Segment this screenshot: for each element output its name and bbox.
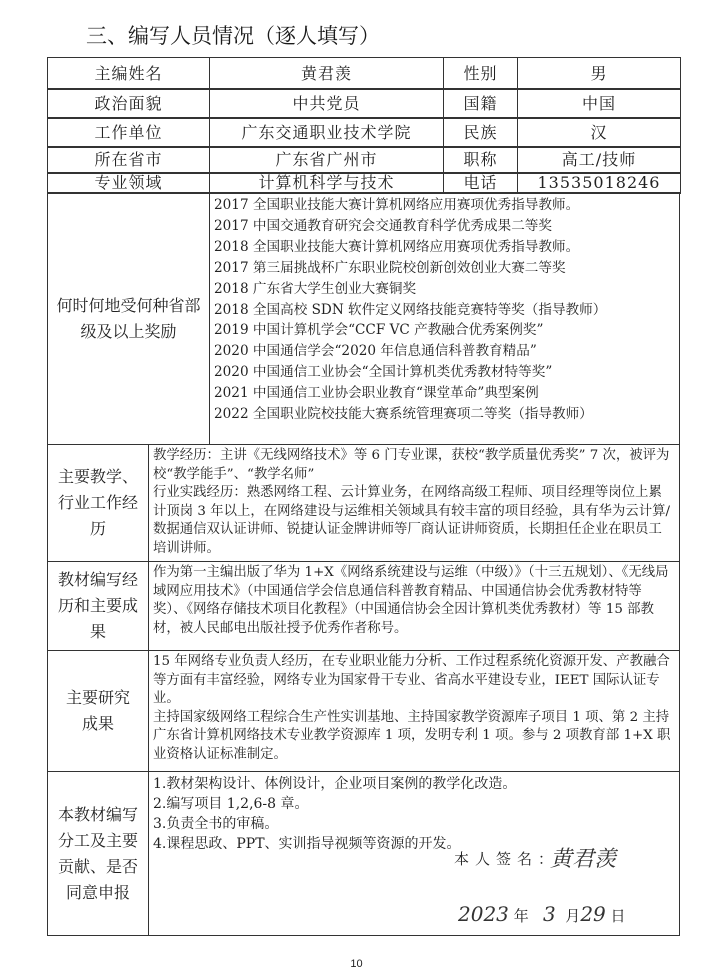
field-label: 工作单位 (47, 117, 210, 148)
field-label: 主编姓名 (47, 57, 210, 90)
award-item: 2020 中国通信工业协会“全国计算机类优秀教材特等奖” (214, 364, 553, 381)
sign-date (458, 902, 626, 926)
experience-paragraph: 教学经历：主讲《无线网络技术》等 6 门专业课，获校“教学质量优秀奖” 7 次，被评为校“教学能手”、“教学名师” (153, 448, 670, 482)
award-item: 2017 第三届挑战杯广东职业院校创新创效创业大赛二等奖 (214, 259, 566, 276)
experience-paragraph: 行业实践经历：熟悉网络工程、云计算业务，在网络高级工程师、项目经理等岗位上累计顶岗 3 年以上，在网络建设与运维相关领域具有较丰富的项目经验，具有华为云计算/数据通信双认证讲师、锐捷认证金牌讲师等厂商认证讲师资质，长期担任企业在职员工培训讲师。 (153, 485, 670, 556)
date-day: 29 (580, 902, 606, 926)
award-item: 2018 全国高校 SDN 软件定义网络技能竞赛特等奖（指导教师） (214, 301, 607, 318)
date-year: 2023 (458, 902, 509, 926)
division-item: 2.编写项目 1,2,6-8 章。 (153, 796, 309, 812)
handwritten-signature: 黄君羡 (550, 847, 617, 872)
award-item: 2017 中国交通教育研究会交通教育科学优秀成果二等奖 (214, 217, 552, 234)
date-day-unit: 日 (610, 907, 626, 925)
field-label: 所在省市 (47, 146, 210, 174)
field-value: 计算机科学与技术 (209, 172, 444, 194)
signature-label: 本人签名： (454, 850, 560, 868)
field-label: 国籍 (443, 88, 518, 119)
textbooks-text (148, 561, 680, 651)
date-month-unit: 月 (565, 907, 581, 925)
division-item: 1.教材架构设计、体例设计，企业项目案例的教学化改造。 (153, 776, 517, 792)
division-label: 本教材编写分工及主要贡献、是否同意申报 (47, 771, 149, 936)
award-item: 2021 中国通信工业协会职业教育“课堂革命”典型案例 (214, 385, 539, 402)
field-value: 黄君羡 (209, 57, 444, 90)
field-value: 汉 (517, 117, 681, 148)
research-label: 主要研究成果 (47, 650, 149, 772)
date-month: 3 (543, 902, 556, 926)
field-value: 13535018246 (517, 172, 681, 194)
textbooks-paragraph: 作为第一主编出版了华为 1+X《网络系统建设与运维（中级）》（十三五规划）、《无线局域网应用技术》（中国通信学会信息通信科普教育精品、中国通信协会优秀教材特等奖）、《网络存储技术项目化教程》（中国通信协会全因计算机类优秀教材）等 15 部教材，被人民邮电出版社授予优秀作者称号。 (153, 565, 669, 636)
award-item: 2019 中国计算机学会“CCF VC 产教融合优秀案例奖” (214, 322, 544, 339)
research-text (148, 650, 680, 772)
awards-label: 何时何地受何种省部级及以上奖励 (47, 192, 210, 445)
field-value: 广东省广州市 (209, 146, 444, 174)
award-item: 2018 广东省大学生创业大赛铜奖 (214, 280, 417, 297)
field-label: 政治面貌 (47, 88, 210, 119)
division-item: 3.负责全书的审稿。 (153, 816, 279, 832)
field-label: 职称 (443, 146, 518, 174)
experience-text (148, 444, 680, 562)
field-value: 广东交通职业技术学院 (209, 117, 444, 148)
experience-label: 主要教学、行业工作经历 (47, 444, 149, 562)
division-item: 4.课程思政、PPT、实训指导视频等资源的开发。 (153, 836, 461, 852)
field-value: 中共党员 (209, 88, 444, 119)
section-title: 三、编写人员情况（逐人填写） (86, 24, 380, 48)
research-paragraph: 主持国家级网络工程综合生产性实训基地、主持国家教学资源库子项目 1 项、第 2 主持广东省计算机网络技术专业教学资源库 1 项，发明专利 1 项。参与 2 项教育部 1+X 职业资格认证标准制定。 (153, 709, 671, 762)
textbooks-label: 教材编写经历和主要成果 (47, 561, 149, 651)
field-value: 高工/技师 (517, 146, 681, 174)
field-value: 男 (517, 57, 681, 90)
field-label: 民族 (443, 117, 518, 148)
awards-list (209, 192, 680, 445)
award-item: 2022 全国职业院校技能大赛系统管理赛项二等奖（指导教师） (214, 406, 593, 423)
page-number: 10 (350, 958, 363, 970)
date-year-unit: 年 (513, 907, 529, 925)
research-paragraph: 15 年网络专业负责人经历，在专业职业能力分析、工作过程系统化资源开发、产教融合等方面有丰富经验，网络专业为国家骨干专业、省高水平建设专业，IEET 国际认证专业。 (153, 654, 670, 707)
field-value: 中国 (517, 88, 681, 119)
field-label: 电话 (443, 172, 518, 194)
award-item: 2017 全国职业技能大赛计算机网络应用赛项优秀指导教师。 (214, 197, 580, 213)
award-item: 2020 中国通信学会“2020 年信息通信科普教育精品” (214, 343, 537, 360)
award-item: 2018 全国职业技能大赛计算机网络应用赛项优秀指导教师。 (214, 238, 580, 255)
field-label: 性别 (443, 57, 518, 90)
field-label: 专业领域 (47, 172, 210, 194)
